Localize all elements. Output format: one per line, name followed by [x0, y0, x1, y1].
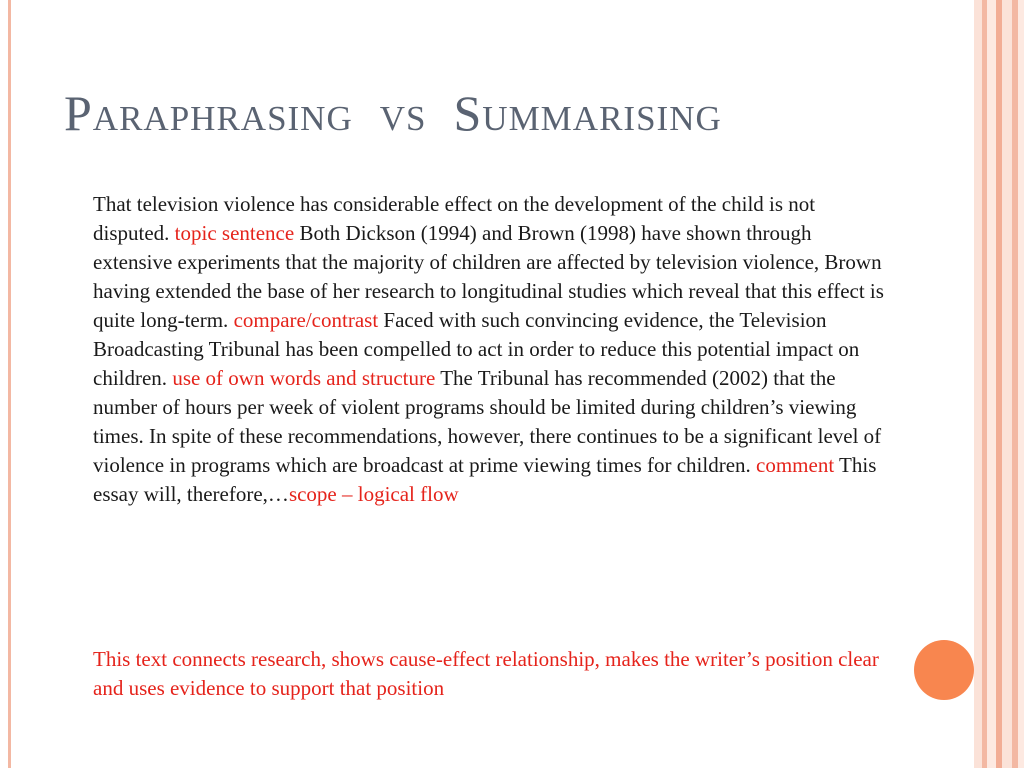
body-paragraph: [93, 190, 893, 509]
paragraph-text: Faced with such convincing evidence, the Television Broadcasting Tribunal has been compelled to act in order to reduce this potential impact on children.: [93, 308, 860, 390]
frame-left-border: [8, 0, 11, 768]
paragraph-text: The Tribunal has recommended (2002) that the number of hours per week of violent programs should be limited during children’s viewing times. In spite of these recommendations, however, there continues to be a significant level of violence in programs which are broadcast at prime viewing times for children.: [93, 366, 882, 477]
frame-right-stripes: [974, 0, 1024, 768]
paragraph-text: Both Dickson (1994) and Brown (1998) have shown through extensive experiments that the majority of children are affected by television violence, Brown having extended the base of her research to longitudinal studies which reveal that this effect is quite long-term.: [93, 221, 884, 332]
stripe: [1002, 0, 1012, 768]
paragraph-text: This essay will, therefore,…: [93, 453, 877, 506]
annotation-label: comment: [756, 453, 835, 477]
paragraph-text: That television violence has considerable effect on the development of the child is not disputed.: [93, 192, 816, 245]
annotation-label: topic sentence: [174, 221, 295, 245]
stripe: [987, 0, 996, 768]
stripe: [974, 0, 982, 768]
annotation-label: use of own words and structure: [172, 366, 436, 390]
annotation-label: compare/contrast: [233, 308, 379, 332]
stripe: [1018, 0, 1024, 768]
annotation-label: scope – logical flow: [288, 482, 459, 506]
summary-note: This text connects research, shows cause-effect relationship, makes the writer’s position clear and uses evidence to support that position: [93, 647, 879, 700]
decorative-circle: [914, 640, 974, 700]
slide-title: Paraphrasing vs Summarising: [64, 85, 722, 141]
